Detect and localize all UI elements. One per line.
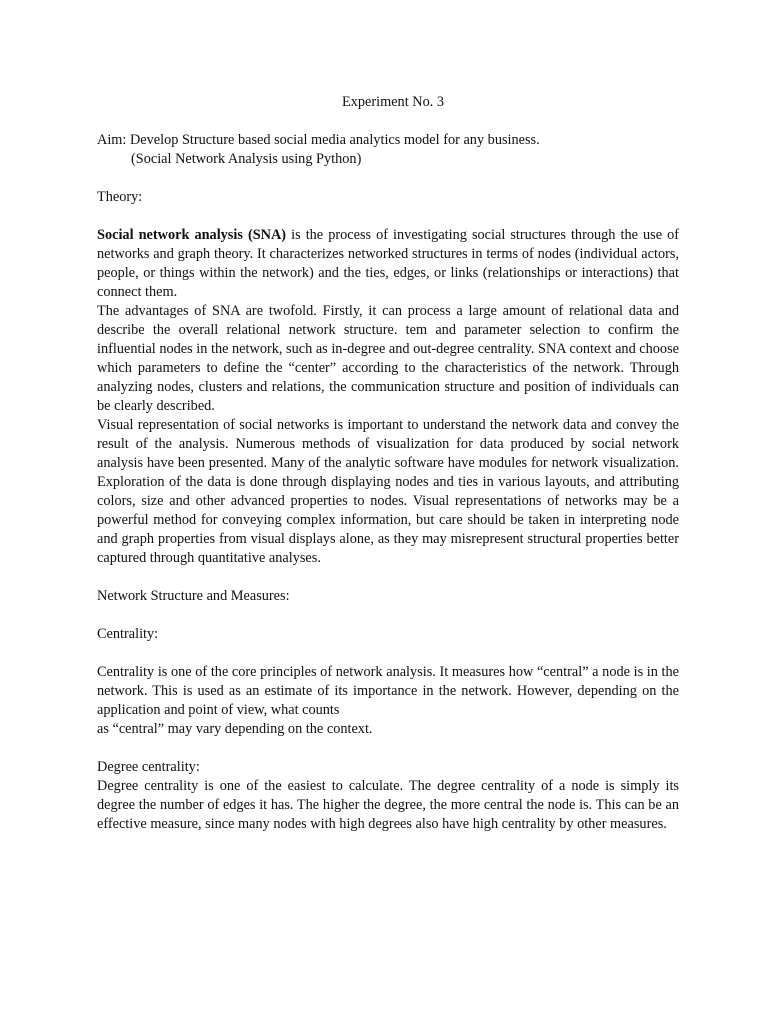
aim-subtitle: (Social Network Analysis using Python) (131, 151, 362, 167)
measures-heading: Network Structure and Measures: (97, 588, 290, 604)
advantages-paragraph: The advantages of SNA are twofold. Firstly, it can process a large amount of relational data and describe the overall relational network structure. tem and parameter selection to confirm the influential nodes in the network, such as in-degree and out-degree centrality. SNA context and choose which parameters to define the “center” according to the characteristics of the network. Through analyzing nodes, clusters and relations, the communication structure and position of individuals can be clearly described. (97, 303, 679, 414)
document-page (97, 93, 679, 834)
sna-definition: is the process of investigating social structures through the use of networks and graph theory. It characterizes networked structures in terms of nodes (individual actors, people, or things within the network) and the ties, edges, or links (relationships or interactions) that connect them. (97, 227, 679, 300)
centrality-paragraph-end: as “central” may vary depending on the context. (97, 721, 373, 737)
centrality-heading: Centrality: (97, 626, 159, 642)
centrality-paragraph: Centrality is one of the core principles of network analysis. It measures how “central” a node is in the network. This is used as an estimate of its importance in the network. However, depending on the application and point of view, what counts (97, 664, 679, 718)
sna-paragraph (97, 226, 679, 302)
degree-heading: Degree centrality: (97, 759, 200, 775)
degree-paragraph: Degree centrality is one of the easiest to calculate. The degree centrality of a node is simply its degree the number of edges it has. The higher the degree, the more central the node is. This can be an effective measure, since many nodes with high degrees also have high centrality by other measures. (97, 778, 679, 832)
aim-text: Aim: Develop Structure based social media analytics model for any business. (97, 132, 540, 148)
document-title: Experiment No. 3 (341, 94, 445, 110)
theory-heading: Theory: (97, 189, 143, 205)
visual-paragraph: Visual representation of social networks is important to understand the network data and convey the result of the analysis. Numerous methods of visualization for data produced by social network analysis have been presented. Many of the analytic software have modules for network visualization. Exploration of the data is done through displaying nodes and ties in various layouts, and attributing colors, size and other advanced properties to nodes. Visual representations of networks may be a powerful method for conveying complex information, but care should be taken in interpreting node and graph properties from visual displays alone, as they may misrepresent structural properties better captured through quantitative analyses. (97, 417, 679, 566)
sna-term: Social network analysis (SNA) (97, 227, 287, 243)
